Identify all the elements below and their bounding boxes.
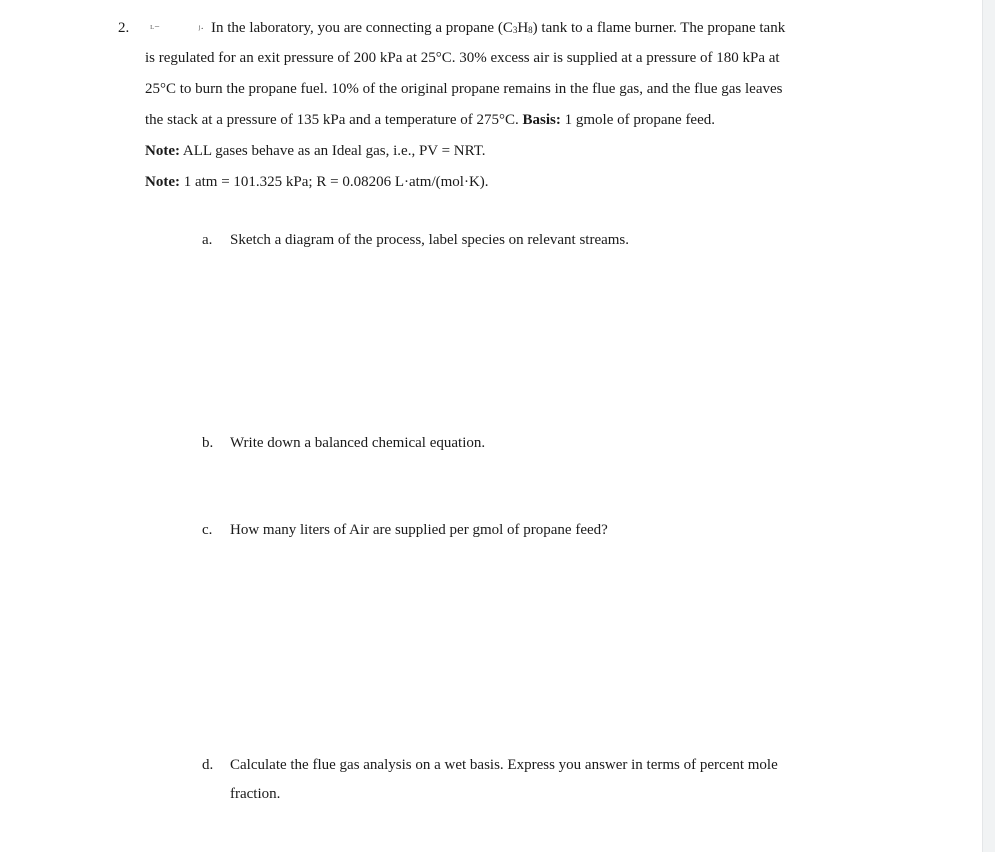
hydrogen-subscript: 8 [528, 25, 533, 35]
intro-line-1 [211, 20, 941, 37]
sub-question-text: Sketch a diagram of the process, label species on relevant streams. [230, 232, 630, 248]
mark-right: ʲ· [198, 23, 205, 35]
sub-question-text: Write down a balanced chemical equation. [230, 435, 486, 451]
sub-question-letter: b. [202, 435, 214, 451]
sub-question-b [202, 435, 485, 452]
hydrogen-symbol: H [517, 20, 529, 36]
sub-question-letter: d. [202, 757, 214, 773]
sub-question-text: How many liters of Air are supplied per gmol of propane feed? [230, 522, 608, 538]
sub-question-d-continuation: fraction. [230, 786, 281, 802]
sub-question-c [202, 522, 608, 539]
note-ideal-gas [145, 143, 875, 160]
note-constants [145, 174, 875, 191]
note-text: 1 atm = 101.325 kPa; R = 0.08206 L·atm/(mol·K). [183, 174, 489, 190]
note-text: ALL gases behave as an Ideal gas, i.e., PV = NRT. [182, 143, 486, 159]
handwritten-marks [150, 22, 204, 35]
basis-text: 1 gmole of propane feed. [564, 112, 715, 128]
question-number: 2. [118, 20, 130, 36]
page-margin-strip [982, 0, 995, 852]
intro-line-2: is regulated for an exit pressure of 200 kPa at 25°C. 30% excess air is supplied at a pressure of 180 kPa at [145, 50, 780, 66]
intro-line-4-pre: the stack at a pressure of 135 kPa and a temperature of 275°C. [145, 112, 519, 128]
intro-line-1-post: ) tank to a flame burner. The propane tank [532, 20, 786, 36]
sub-question-text: Calculate the flue gas analysis on a wet basis. Express you answer in terms of percent mole [230, 757, 778, 773]
basis-label: Basis: [522, 112, 561, 128]
sub-question-a [202, 232, 629, 249]
sub-question-letter: c. [202, 522, 213, 538]
sub-question-letter: a. [202, 232, 213, 248]
carbon-subscript: 3 [512, 25, 518, 35]
note-label: Note: [145, 143, 180, 159]
sub-question-d [202, 757, 778, 774]
note-label: Note: [145, 174, 180, 190]
intro-line-3: 25°C to burn the propane fuel. 10% of the original propane remains in the flue gas, and the flue gas leaves [145, 81, 783, 97]
intro-line-4 [145, 112, 875, 129]
intro-line-1-pre: In the laboratory, you are connecting a propane (C [211, 20, 513, 36]
mark-left: ᴸ⁻ [150, 23, 160, 35]
